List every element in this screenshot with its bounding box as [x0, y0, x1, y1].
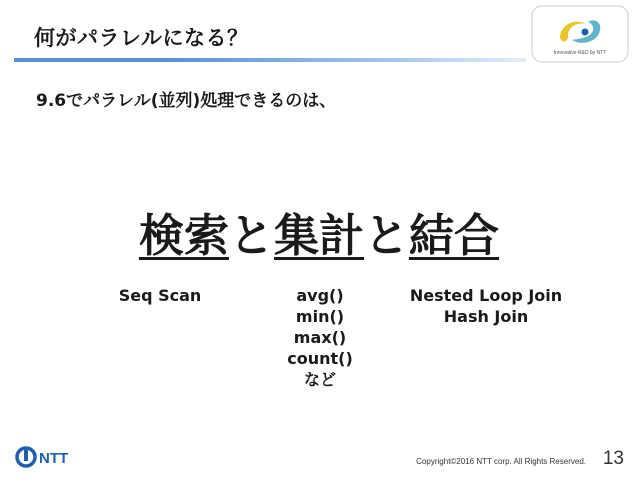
- aggregate-item: max(): [293, 328, 347, 347]
- copyright-notice: Copyright©2016 NTT corp. All Rights Reserved.: [416, 457, 586, 466]
- brand-swirl-dot: [582, 29, 589, 36]
- join-column: [386, 285, 586, 327]
- title-divider: [14, 58, 526, 62]
- aggregate-item: count(): [287, 349, 353, 368]
- ntt-logo-text: NTT: [39, 450, 69, 467]
- aggregate-item: min(): [295, 307, 345, 326]
- aggregate-item: avg(): [296, 286, 344, 305]
- headline-joiner-2: と: [364, 209, 410, 262]
- headline-joiner-1: と: [228, 209, 274, 262]
- join-item: Hash Join: [443, 307, 529, 326]
- headline: [0, 210, 638, 262]
- aggregate-item: など: [303, 370, 336, 389]
- brand-tagline: Innovative R&D by NTT: [553, 50, 607, 56]
- headline-join: 結合: [409, 209, 500, 262]
- ntt-logo-bar-icon: [24, 449, 28, 461]
- join-item: Nested Loop Join: [409, 286, 563, 305]
- ntt-logo: [14, 444, 84, 470]
- scan-item: Seq Scan: [118, 286, 202, 305]
- slide-title: 何がパラレルになる？: [34, 26, 249, 50]
- subtitle: 9.6でパラレル(並列)処理できるのは、: [36, 91, 337, 111]
- headline-search: 検索: [138, 209, 229, 262]
- aggregate-column: [260, 285, 380, 390]
- headline-aggregate: 集計: [273, 209, 364, 262]
- page-number: 13: [602, 448, 624, 469]
- scan-column: [100, 285, 220, 306]
